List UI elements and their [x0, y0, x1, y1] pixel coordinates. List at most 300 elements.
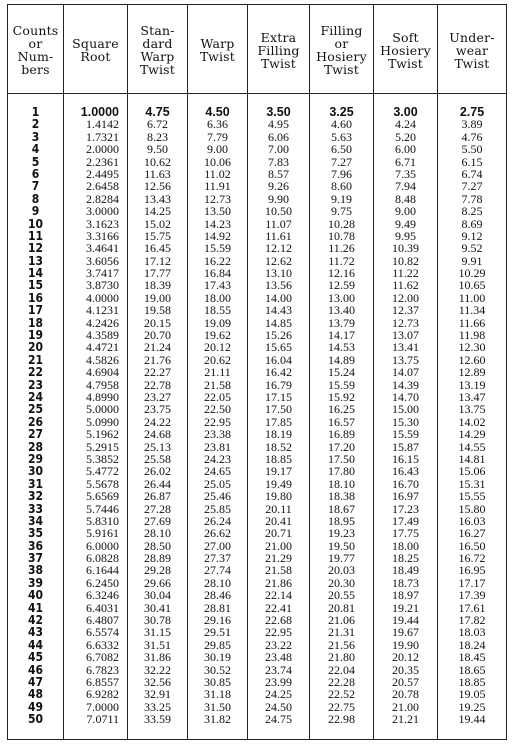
table-cell: 9.75 [331, 204, 352, 219]
table-cell: 6.36 [207, 117, 228, 132]
table-cell: 20.70 [144, 328, 171, 343]
table-cell: 6.2450 [86, 575, 119, 590]
table-cell: 16.27 [458, 526, 486, 541]
table-cell: 31.51 [144, 637, 171, 652]
table-cell: 48 [27, 687, 44, 702]
table-cell: 17.43 [204, 278, 231, 293]
table-cell: 9.52 [461, 241, 483, 256]
table-cell: 13.40 [328, 303, 355, 318]
table-cell: 12.73 [392, 315, 419, 330]
table-cell: 5.1962 [86, 427, 119, 442]
table-cell: 14.17 [328, 328, 355, 343]
table-cell: 25.85 [204, 501, 231, 516]
table-cell: 5.9161 [86, 526, 119, 541]
table-cell: 9.49 [395, 216, 416, 231]
table-cell: 13.75 [392, 352, 419, 367]
table-cell: 32.91 [144, 687, 171, 702]
table-cell: 21 [27, 352, 44, 367]
column-filling-hosiery-twist [310, 94, 374, 740]
table-cell: 20.62 [204, 352, 231, 367]
table-cell: 7.27 [461, 179, 483, 194]
table-cell: 5.7446 [86, 501, 119, 516]
table-cell: 13.75 [458, 402, 486, 417]
table-cell: 9 [31, 204, 40, 219]
table-cell: 7.79 [207, 129, 228, 144]
table-cell: 31.50 [204, 699, 231, 714]
table-cell: 33.25 [144, 699, 171, 714]
table-cell: 24.65 [204, 464, 231, 479]
table-cell: 10.50 [265, 204, 292, 219]
table-cell: 33.59 [144, 712, 171, 727]
table-cell: 13 [27, 253, 44, 268]
table-cell: 14.00 [265, 290, 292, 305]
header-warp-twist: Warp Twist [188, 5, 248, 93]
table-cell: 28.50 [144, 538, 171, 553]
table-cell: 5.0990 [86, 414, 119, 429]
table-cell: 30.04 [144, 588, 171, 603]
table-cell: 9.26 [268, 179, 289, 194]
table-cell: 17.77 [144, 266, 171, 281]
table-cell: 21.11 [204, 365, 231, 380]
table-cell: 22.28 [328, 674, 355, 689]
table-cell: 14.43 [265, 303, 292, 318]
table-cell: 19.58 [144, 303, 171, 318]
table-cell: 18.39 [144, 278, 171, 293]
table-cell: 5.4772 [86, 464, 119, 479]
table-cell: 3.3166 [86, 228, 119, 243]
table-cell: 3.8730 [86, 278, 119, 293]
table-cell: 21.21 [392, 712, 419, 727]
table-cell: 32.56 [144, 674, 171, 689]
table-cell: 2.0000 [86, 142, 119, 157]
table-header [8, 5, 506, 94]
table-cell: 4.76 [461, 129, 483, 144]
table-cell: 27.69 [144, 513, 171, 528]
table-cell: 14.53 [328, 340, 355, 355]
table-cell: 10.29 [458, 266, 486, 281]
table-cell: 23 [27, 377, 44, 392]
table-cell: 6.00 [395, 142, 416, 157]
table-cell: 4.4721 [86, 340, 119, 355]
table-cell: 22.75 [328, 699, 355, 714]
table-cell: 19.49 [265, 476, 292, 491]
table-cell: 30.41 [144, 600, 171, 615]
table-cell: 26 [27, 414, 44, 429]
table-cell: 5.3852 [86, 451, 119, 466]
table-cell: 19.44 [458, 712, 486, 727]
table-cell: 28.81 [204, 600, 231, 615]
table-cell: 29.51 [204, 625, 231, 640]
table-cell: 8.23 [147, 129, 168, 144]
table-cell: 13.43 [144, 191, 171, 206]
table-cell: 4.0000 [86, 290, 119, 305]
table-cell: 47 [27, 674, 44, 689]
table-cell: 36 [27, 538, 44, 553]
table-cell: 18 [27, 315, 44, 330]
table-cell: 30.78 [144, 613, 171, 628]
column-standard-warp-twist [128, 94, 188, 740]
table-cell: 12.00 [392, 290, 419, 305]
table-cell: 6.8557 [86, 674, 119, 689]
table-cell: 17.82 [458, 613, 486, 628]
table-cell: 24.75 [265, 712, 292, 727]
table-cell: 9.95 [395, 228, 416, 243]
table-cell: 16.45 [144, 241, 171, 256]
table-cell: 25 [27, 402, 44, 417]
header-counts: Counts or Num- bers [8, 5, 64, 93]
table-cell: 16.42 [265, 365, 292, 380]
table-cell: 14 [27, 266, 44, 281]
table-cell: 20.15 [144, 315, 171, 330]
table-cell: 16.22 [204, 253, 231, 268]
table-cell: 16.89 [328, 427, 355, 442]
table-cell: 15.26 [265, 328, 292, 343]
header-filling-hosiery-twist: Filling or Hosiery Twist [310, 5, 374, 93]
header-soft-hosiery-twist: Soft Hosiery Twist [374, 5, 438, 93]
table-cell: 18.85 [458, 674, 486, 689]
table-cell: 21.56 [328, 637, 355, 652]
table-cell: 28.10 [204, 575, 231, 590]
table-cell: 19.90 [392, 637, 419, 652]
column-warp-twist [188, 94, 248, 740]
table-cell: 30.52 [204, 662, 231, 677]
table-cell: 28 [27, 439, 44, 454]
table-cell: 20.71 [265, 526, 292, 541]
table-cell: 29.28 [144, 563, 171, 578]
table-cell: 27.74 [204, 563, 231, 578]
table-cell: 6.71 [395, 154, 416, 169]
table-cell: 4.75 [145, 105, 170, 119]
table-cell: 17.61 [458, 600, 486, 615]
table-cell: 6.4031 [86, 600, 119, 615]
table-cell: 4.6904 [86, 365, 119, 380]
table-cell: 2.2361 [86, 154, 119, 169]
column-underwear-twist [438, 94, 506, 740]
column-soft-hosiery-twist [374, 94, 438, 740]
table-cell: 13.10 [265, 266, 292, 281]
table-cell: 16.03 [458, 513, 486, 528]
table-cell: 18.73 [392, 575, 419, 590]
table-cell: 20.78 [392, 687, 419, 702]
table-cell: 4.5826 [86, 352, 119, 367]
table-cell: 8.48 [395, 191, 416, 206]
table-cell: 12.37 [392, 303, 419, 318]
table-cell: 14.25 [144, 204, 171, 219]
table-cell: 22.95 [204, 414, 231, 429]
table-cell: 7.94 [395, 179, 416, 194]
table-cell: 15.24 [328, 365, 355, 380]
table-cell: 20.11 [265, 501, 292, 516]
table-cell: 27 [27, 427, 44, 442]
table-cell: 12.89 [458, 365, 486, 380]
table-cell: 20.57 [392, 674, 419, 689]
table-cell: 18.00 [392, 538, 419, 553]
table-cell: 18.03 [458, 625, 486, 640]
table-cell: 12.56 [144, 179, 171, 194]
table-cell: 15.92 [328, 389, 355, 404]
table-cell: 3.6056 [86, 253, 119, 268]
table-cell: 23.22 [265, 637, 292, 652]
table-cell: 11.22 [392, 266, 419, 281]
table-cell: 7.83 [268, 154, 289, 169]
table-cell: 15 [27, 278, 44, 293]
table-cell: 6.72 [147, 117, 168, 132]
table-cell: 18.38 [328, 489, 355, 504]
table-cell: 19.05 [458, 687, 486, 702]
table-cell: 5.0000 [86, 402, 119, 417]
table-cell: 11 [27, 228, 44, 243]
table-cell: 3.50 [266, 105, 291, 119]
table-cell: 37 [27, 551, 44, 566]
table-cell: 5.8310 [86, 513, 119, 528]
table-cell: 4 [31, 142, 40, 157]
table-cell: 15.80 [458, 501, 486, 516]
table-cell: 44 [27, 637, 44, 652]
table-cell: 3.4641 [86, 241, 119, 256]
column-extra-filling-twist [248, 94, 310, 740]
table-cell: 26.02 [144, 464, 171, 479]
twist-table [7, 4, 507, 740]
table-cell: 16.43 [392, 464, 419, 479]
table-cell: 22.50 [204, 402, 231, 417]
table-cell: 20.12 [392, 650, 419, 665]
table-cell: 28.46 [204, 588, 231, 603]
table-cell: 24.50 [265, 699, 292, 714]
table-cell: 9.00 [207, 142, 228, 157]
table-cell: 17.23 [392, 501, 419, 516]
table-cell: 17.50 [328, 451, 355, 466]
table-cell: 16.97 [392, 489, 419, 504]
table-cell: 19.77 [328, 551, 355, 566]
table-cell: 13.41 [392, 340, 419, 355]
table-cell: 7.35 [395, 166, 416, 181]
table-cell: 19 [27, 328, 44, 343]
table-cell: 26.24 [204, 513, 231, 528]
table-cell: 24 [27, 389, 44, 404]
table-cell: 28.89 [144, 551, 171, 566]
table-cell: 38 [27, 563, 44, 578]
table-cell: 21.80 [328, 650, 355, 665]
table-cell: 12 [27, 241, 44, 256]
table-cell: 2.6458 [86, 179, 119, 194]
table-cell: 19.21 [392, 600, 419, 615]
table-cell: 16.04 [265, 352, 292, 367]
table-cell: 11.34 [458, 303, 486, 318]
table-cell: 7.0000 [86, 699, 119, 714]
table-cell: 17.50 [265, 402, 292, 417]
table-cell: 15.65 [265, 340, 292, 355]
table-cell: 19.50 [328, 538, 355, 553]
table-cell: 21.58 [204, 377, 231, 392]
table-cell: 6.5574 [86, 625, 119, 640]
table-cell: 15.75 [144, 228, 171, 243]
table-cell: 5 [31, 154, 40, 169]
table-cell: 31.18 [204, 687, 231, 702]
table-cell: 4.8990 [86, 389, 119, 404]
table-cell: 31 [27, 476, 44, 491]
table-cell: 14.92 [204, 228, 231, 243]
table-cell: 23.38 [204, 427, 231, 442]
table-cell: 8.57 [268, 166, 289, 181]
table-cell: 15.02 [144, 216, 171, 231]
table-cell: 5.20 [395, 129, 416, 144]
table-cell: 21.00 [392, 699, 419, 714]
table-cell: 11.62 [392, 278, 419, 293]
table-cell: 20.30 [328, 575, 355, 590]
table-cell: 17.49 [392, 513, 419, 528]
table-cell: 22.78 [144, 377, 171, 392]
table-cell: 19.44 [392, 613, 419, 628]
table-cell: 11.02 [204, 166, 231, 181]
table-cell: 17.80 [328, 464, 355, 479]
table-cell: 18.49 [392, 563, 419, 578]
table-cell: 19.80 [265, 489, 292, 504]
table-cell: 13.07 [392, 328, 419, 343]
table-cell: 40 [27, 588, 44, 603]
table-cell: 27.37 [204, 551, 231, 566]
table-cell: 12.59 [328, 278, 355, 293]
table-cell: 22.52 [328, 687, 355, 702]
table-cell: 15.30 [392, 414, 419, 429]
table-cell: 18.65 [458, 662, 486, 677]
table-cell: 25.05 [204, 476, 231, 491]
table-cell: 4.3589 [86, 328, 119, 343]
table-cell: 22.05 [204, 389, 231, 404]
table-cell: 27.00 [204, 538, 231, 553]
table-cell: 9.50 [147, 142, 168, 157]
table-cell: 13.79 [328, 315, 355, 330]
table-cell: 8.25 [461, 204, 483, 219]
table-cell: 35 [27, 526, 44, 541]
table-cell: 14.81 [458, 451, 486, 466]
table-cell: 14.29 [458, 427, 486, 442]
table-cell: 11.66 [458, 315, 486, 330]
table-cell: 42 [27, 613, 44, 628]
table-cell: 16.79 [265, 377, 292, 392]
table-cell: 10.28 [328, 216, 355, 231]
table-cell: 11.00 [458, 290, 486, 305]
table-cell: 13.47 [458, 389, 486, 404]
table-cell: 22.04 [328, 662, 355, 677]
table-cell: 4.50 [205, 105, 230, 119]
table-body [8, 94, 506, 740]
table-cell: 16.72 [458, 551, 486, 566]
table-cell: 6 [31, 166, 40, 181]
table-cell: 17.20 [328, 439, 355, 454]
table-cell: 15.31 [458, 476, 486, 491]
table-cell: 26.44 [144, 476, 171, 491]
table-cell: 6.50 [331, 142, 352, 157]
table-cell: 25.58 [144, 451, 171, 466]
table-cell: 14.70 [392, 389, 419, 404]
table-cell: 15.55 [458, 489, 486, 504]
table-cell: 29.66 [144, 575, 171, 590]
table-cell: 20 [27, 340, 44, 355]
table-cell: 31.86 [144, 650, 171, 665]
table-cell: 10.65 [458, 278, 486, 293]
table-cell: 19.09 [204, 315, 231, 330]
table-cell: 29 [27, 451, 44, 466]
table-cell: 11.72 [328, 253, 355, 268]
table-cell: 18.24 [458, 637, 486, 652]
table-cell: 3.00 [393, 105, 418, 119]
table-cell: 14.23 [204, 216, 231, 231]
table-cell: 18.67 [328, 501, 355, 516]
table-cell: 23.27 [144, 389, 171, 404]
table-cell: 4.95 [268, 117, 289, 132]
header-standard-warp-twist: Stan- dard Warp Twist [128, 5, 188, 93]
table-cell: 15.87 [392, 439, 419, 454]
table-cell: 2.75 [459, 105, 485, 119]
table-cell: 11.91 [204, 179, 231, 194]
header-square-root: Square Root [64, 5, 128, 93]
table-cell: 15.59 [328, 377, 355, 392]
table-cell: 22 [27, 365, 44, 380]
table-cell: 25.13 [144, 439, 171, 454]
table-cell: 17.85 [265, 414, 292, 429]
table-cell: 14.02 [458, 414, 486, 429]
table-cell: 23.81 [204, 439, 231, 454]
table-cell: 18.45 [458, 650, 486, 665]
table-cell: 18.00 [204, 290, 231, 305]
table-cell: 3.25 [329, 105, 354, 119]
table-cell: 21.31 [328, 625, 355, 640]
table-cell: 32.22 [144, 662, 171, 677]
table-cell: 18.52 [265, 439, 292, 454]
table-cell: 24.68 [144, 427, 171, 442]
table-cell: 14.07 [392, 365, 419, 380]
table-cell: 7.78 [461, 191, 483, 206]
table-cell: 9.91 [461, 253, 483, 268]
table-cell: 17.75 [392, 526, 419, 541]
table-cell: 7 [31, 179, 40, 194]
table-cell: 10.82 [392, 253, 419, 268]
table-cell: 16.57 [328, 414, 355, 429]
table-cell: 27.28 [144, 501, 171, 516]
table-cell: 16.25 [328, 402, 355, 417]
table-cell: 16.15 [392, 451, 419, 466]
table-cell: 6.3246 [86, 588, 119, 603]
table-cell: 6.1644 [86, 563, 119, 578]
table-cell: 17.15 [265, 389, 292, 404]
table-cell: 6.7082 [86, 650, 119, 665]
table-cell: 17.17 [458, 575, 486, 590]
table-cell: 10.39 [392, 241, 419, 256]
table-cell: 8 [31, 191, 40, 206]
table-cell: 22.14 [265, 588, 292, 603]
table-cell: 20.81 [328, 600, 355, 615]
table-cell: 4.24 [395, 117, 416, 132]
table-cell: 20.35 [392, 662, 419, 677]
table-cell: 29.85 [204, 637, 231, 652]
table-cell: 22.68 [265, 613, 292, 628]
table-cell: 6.4807 [86, 613, 119, 628]
table-cell: 16.84 [204, 266, 231, 281]
table-cell: 24.23 [204, 451, 231, 466]
table-cell: 21.24 [144, 340, 171, 355]
table-cell: 50 [27, 712, 44, 727]
table-cell: 11.07 [265, 216, 292, 231]
table-cell: 5.63 [331, 129, 352, 144]
table-cell: 5.50 [461, 142, 483, 157]
table-cell: 5.5678 [86, 476, 119, 491]
table-cell: 7.27 [331, 154, 352, 169]
table-cell: 18.10 [328, 476, 355, 491]
table-cell: 1.4142 [86, 117, 119, 132]
table-cell: 31.15 [144, 625, 171, 640]
table-cell: 9.90 [268, 191, 289, 206]
table-cell: 14.55 [458, 439, 486, 454]
